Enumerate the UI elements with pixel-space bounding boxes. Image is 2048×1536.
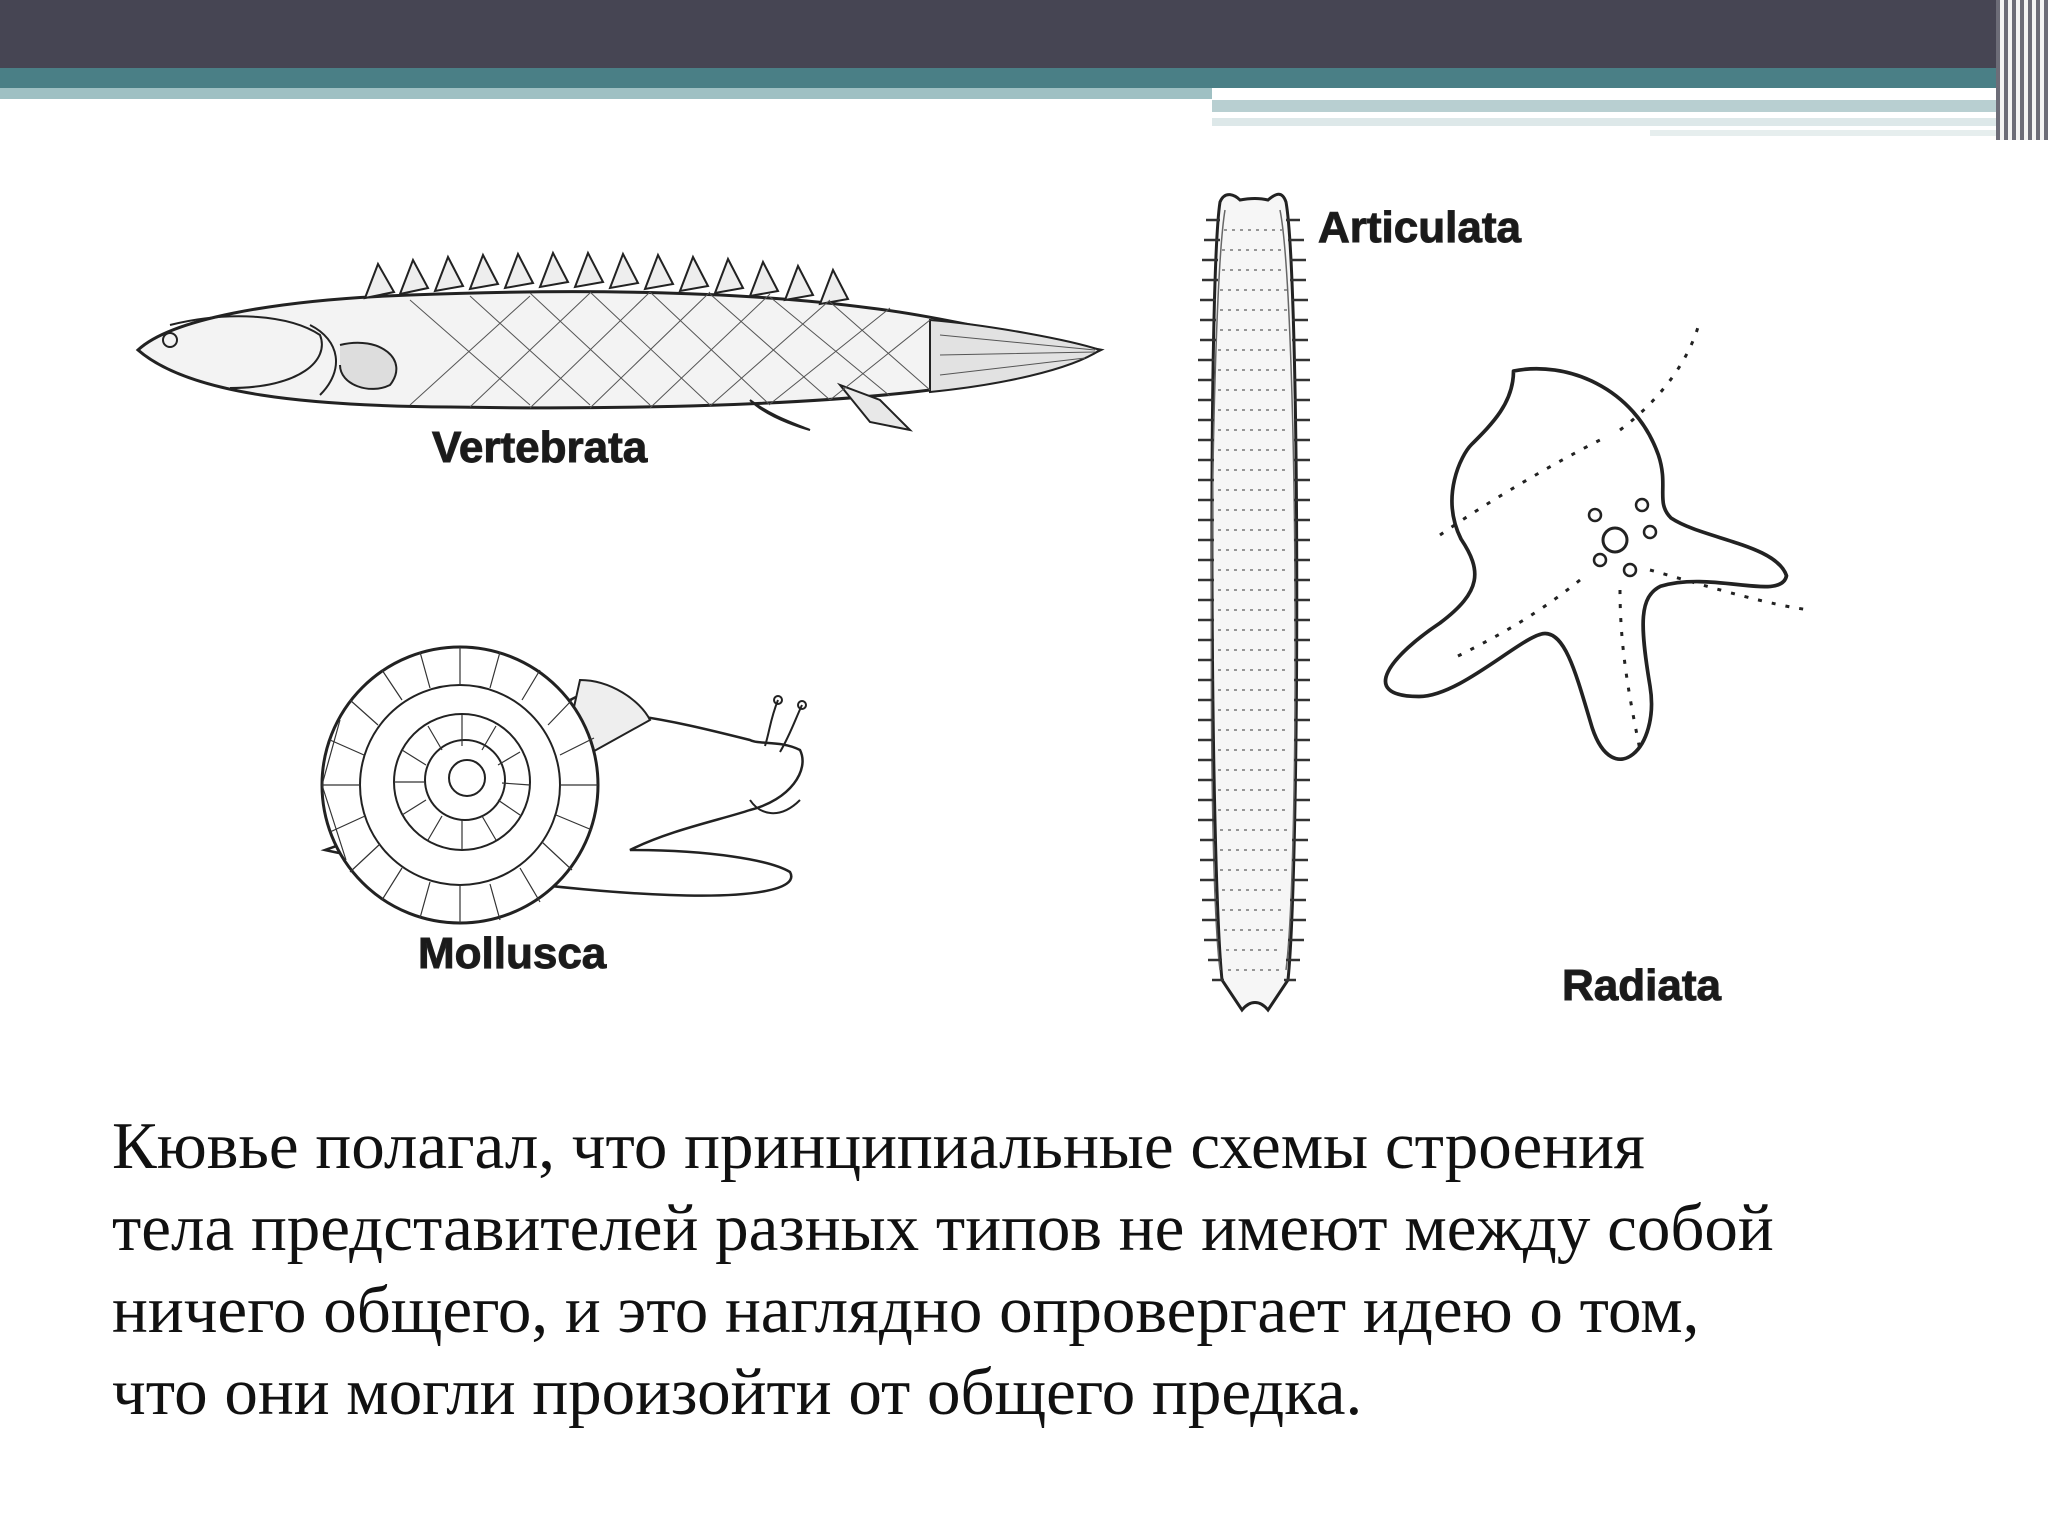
animal-body-plans-figure: [110, 160, 1910, 1040]
label-mollusca: Mollusca: [418, 929, 607, 978]
label-articulata: Articulata: [1318, 203, 1521, 252]
fish-illustration: [138, 253, 1100, 472]
label-radiata: Radiata: [1562, 961, 1721, 1010]
accent-stripe-light: [0, 88, 1212, 99]
label-vertebrata: Vertebrata: [432, 423, 648, 472]
caption-line-3: ничего общего, и это наглядно опровергает идею о том,: [112, 1273, 1700, 1347]
accent-stripe-right: [1212, 100, 2012, 112]
title-bar: [0, 0, 2048, 68]
caption-text: [112, 1105, 1992, 1433]
caption-line-1: Кювье полагал, что принципиальные схемы строения: [112, 1109, 1645, 1183]
accent-stripe-right-small: [1650, 130, 2010, 136]
snail-illustration: [322, 647, 806, 978]
accent-stripe-right-thin: [1212, 118, 2012, 126]
starfish-illustration: [1385, 320, 1810, 1010]
slide-edge-decoration: [1996, 0, 2048, 140]
caption-line-2: тела представителей разных типов не имеют между собой: [112, 1191, 1774, 1265]
caption-line-4: что они могли произойти от общего предка.: [112, 1355, 1363, 1429]
accent-stripe: [0, 68, 2048, 88]
